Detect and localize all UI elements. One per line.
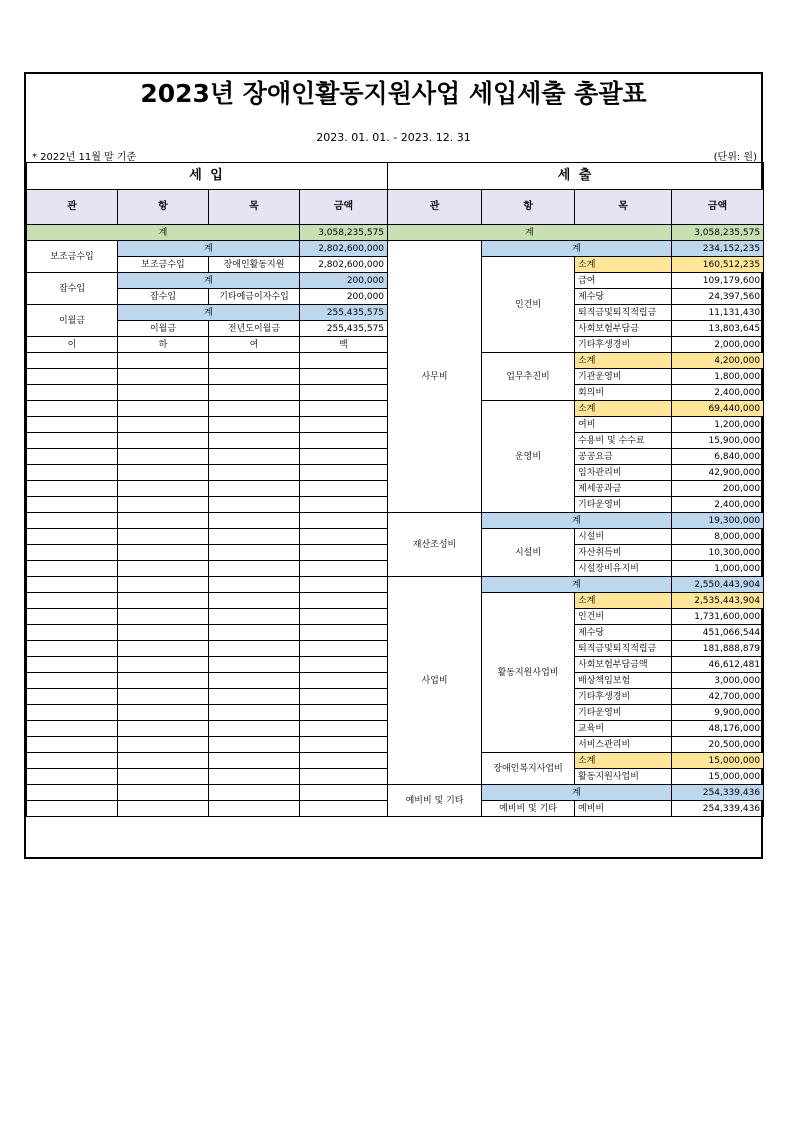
income-empty-cell: [300, 737, 388, 753]
expense-mok-cell: 소계: [575, 353, 672, 369]
expense-mok-cell: 회의비: [575, 385, 672, 401]
expense-gwan-cell: 사업비: [388, 577, 482, 785]
expense-amount-cell: 46,612,481: [672, 657, 764, 673]
income-col-amount: 금액: [300, 190, 388, 225]
income-empty-cell: [118, 737, 209, 753]
expense-hang-cell: 업무추진비: [482, 353, 575, 401]
income-empty-cell: [300, 721, 388, 737]
income-empty-cell: [27, 401, 118, 417]
income-empty-cell: [300, 577, 388, 593]
expense-mok-cell: 제수당: [575, 625, 672, 641]
income-empty-cell: [209, 657, 300, 673]
income-empty-cell: [209, 529, 300, 545]
income-empty-cell: [209, 785, 300, 801]
expense-amount-cell: 160,512,235: [672, 257, 764, 273]
income-empty-cell: [27, 497, 118, 513]
income-empty-cell: [300, 465, 388, 481]
income-empty-cell: [27, 705, 118, 721]
income-empty-cell: [118, 625, 209, 641]
income-empty-cell: [118, 385, 209, 401]
income-empty-cell: [209, 513, 300, 529]
income-empty-cell: [209, 401, 300, 417]
expense-mok-cell: 활동지원사업비: [575, 769, 672, 785]
income-hang-cell: 이월금: [118, 321, 209, 337]
expense-mok-cell: 사회보험부담금: [575, 321, 672, 337]
expense-mok-cell: 배상책임보험: [575, 673, 672, 689]
income-empty-cell: [118, 753, 209, 769]
income-empty-cell: [209, 689, 300, 705]
income-mok-cell: 기타예금이자수입: [209, 289, 300, 305]
income-empty-cell: [118, 593, 209, 609]
expense-amount-cell: 451,066,544: [672, 625, 764, 641]
income-empty-cell: [27, 417, 118, 433]
income-gwan-sum-amount: 2,802,600,000: [300, 241, 388, 257]
income-empty-cell: [27, 481, 118, 497]
expense-amount-cell: 15,000,000: [672, 753, 764, 769]
expense-amount-cell: 69,440,000: [672, 401, 764, 417]
expense-amount-cell: 42,900,000: [672, 465, 764, 481]
income-empty-cell: [27, 625, 118, 641]
income-filler-cell: 하: [118, 337, 209, 353]
expense-gwan-sum-label: 계: [482, 577, 672, 593]
income-empty-cell: [300, 753, 388, 769]
income-empty-cell: [300, 401, 388, 417]
expense-section-title: 세 출: [388, 163, 764, 190]
table-row: [27, 225, 764, 241]
income-empty-cell: [209, 545, 300, 561]
income-col-gwan: 관: [27, 190, 118, 225]
income-empty-cell: [118, 545, 209, 561]
income-empty-cell: [209, 465, 300, 481]
expense-amount-cell: 10,300,000: [672, 545, 764, 561]
income-empty-cell: [118, 577, 209, 593]
income-empty-cell: [118, 497, 209, 513]
expense-amount-cell: 4,200,000: [672, 353, 764, 369]
expense-amount-cell: 2,400,000: [672, 497, 764, 513]
income-empty-cell: [300, 769, 388, 785]
column-header-row: [27, 190, 764, 225]
income-empty-cell: [209, 577, 300, 593]
expense-mok-cell: 기관운영비: [575, 369, 672, 385]
expense-mok-cell: 여비: [575, 417, 672, 433]
expense-amount-cell: 1,800,000: [672, 369, 764, 385]
income-empty-cell: [27, 593, 118, 609]
income-empty-cell: [300, 657, 388, 673]
expense-mok-cell: 인건비: [575, 609, 672, 625]
income-empty-cell: [300, 561, 388, 577]
expense-mok-cell: 소계: [575, 753, 672, 769]
income-empty-cell: [209, 705, 300, 721]
income-empty-cell: [118, 609, 209, 625]
expense-mok-cell: 퇴직금및퇴직적립금: [575, 305, 672, 321]
expense-mok-cell: 임차관리비: [575, 465, 672, 481]
income-amount-cell: 2,802,600,000: [300, 257, 388, 273]
expense-mok-cell: 기타운영비: [575, 705, 672, 721]
income-gwan-sum-label: 계: [118, 241, 300, 257]
expense-mok-cell: 퇴직금및퇴직적립금: [575, 641, 672, 657]
expense-gwan-cell: 사무비: [388, 241, 482, 513]
expense-mok-cell: 시설비: [575, 529, 672, 545]
expense-hang-cell: 예비비 및 기타: [482, 801, 575, 817]
income-empty-cell: [300, 353, 388, 369]
expense-mok-cell: 급여: [575, 273, 672, 289]
income-empty-cell: [209, 353, 300, 369]
income-filler-cell: 백: [300, 337, 388, 353]
income-amount-cell: 200,000: [300, 289, 388, 305]
income-empty-cell: [27, 513, 118, 529]
expense-amount-cell: 42,700,000: [672, 689, 764, 705]
expense-amount-cell: 254,339,436: [672, 801, 764, 817]
income-empty-cell: [118, 353, 209, 369]
income-empty-cell: [209, 497, 300, 513]
expense-col-hang: 항: [482, 190, 575, 225]
expense-amount-cell: 15,900,000: [672, 433, 764, 449]
income-empty-cell: [27, 721, 118, 737]
income-empty-cell: [300, 785, 388, 801]
expense-amount-cell: 24,397,560: [672, 289, 764, 305]
income-empty-cell: [209, 385, 300, 401]
income-empty-cell: [27, 449, 118, 465]
expense-gwan-sum-label: 계: [482, 785, 672, 801]
expense-amount-cell: 200,000: [672, 481, 764, 497]
ledger-body: [27, 225, 764, 817]
income-empty-cell: [209, 769, 300, 785]
income-empty-cell: [27, 657, 118, 673]
income-empty-cell: [118, 769, 209, 785]
expense-gwan-cell: 예비비 및 기타: [388, 785, 482, 817]
expense-amount-cell: 9,900,000: [672, 705, 764, 721]
income-empty-cell: [27, 433, 118, 449]
income-empty-cell: [27, 385, 118, 401]
income-empty-cell: [27, 801, 118, 817]
income-empty-cell: [118, 801, 209, 817]
income-empty-cell: [209, 625, 300, 641]
expense-gwan-sum-amount: 2,550,443,904: [672, 577, 764, 593]
income-empty-cell: [118, 513, 209, 529]
income-mok-cell: 전년도이월금: [209, 321, 300, 337]
expense-gwan-sum-label: 계: [482, 513, 672, 529]
expense-amount-cell: 2,400,000: [672, 385, 764, 401]
income-empty-cell: [300, 625, 388, 641]
fiscal-period: 2023. 01. 01. - 2023. 12. 31: [316, 131, 471, 144]
expense-amount-cell: 48,176,000: [672, 721, 764, 737]
income-empty-cell: [300, 369, 388, 385]
income-empty-cell: [209, 737, 300, 753]
income-empty-cell: [118, 657, 209, 673]
income-amount-cell: 255,435,575: [300, 321, 388, 337]
income-empty-cell: [300, 449, 388, 465]
income-empty-cell: [300, 481, 388, 497]
income-empty-cell: [300, 545, 388, 561]
income-empty-cell: [118, 369, 209, 385]
expense-mok-cell: 기타운영비: [575, 497, 672, 513]
income-empty-cell: [209, 561, 300, 577]
expense-amount-cell: 20,500,000: [672, 737, 764, 753]
income-empty-cell: [300, 705, 388, 721]
income-empty-cell: [300, 641, 388, 657]
expense-mok-cell: 기타후생경비: [575, 337, 672, 353]
expense-col-mok: 목: [575, 190, 672, 225]
income-empty-cell: [118, 673, 209, 689]
table-row: [27, 513, 764, 529]
income-empty-cell: [209, 449, 300, 465]
income-empty-cell: [27, 769, 118, 785]
income-empty-cell: [300, 801, 388, 817]
income-empty-cell: [300, 417, 388, 433]
income-gwan-cell: 잡수입: [27, 273, 118, 305]
income-empty-cell: [300, 673, 388, 689]
expense-gwan-cell: 재산조성비: [388, 513, 482, 577]
income-gwan-sum-amount: 200,000: [300, 273, 388, 289]
income-section-title: 세 입: [27, 163, 388, 190]
expense-amount-cell: 3,000,000: [672, 673, 764, 689]
income-gwan-cell: 이월금: [27, 305, 118, 337]
income-empty-cell: [118, 481, 209, 497]
income-empty-cell: [27, 673, 118, 689]
income-empty-cell: [118, 721, 209, 737]
income-empty-cell: [27, 529, 118, 545]
basis-note: * 2022년 11월 말 기준: [32, 152, 137, 163]
income-col-mok: 목: [209, 190, 300, 225]
income-empty-cell: [300, 513, 388, 529]
expense-mok-cell: 기타후생경비: [575, 689, 672, 705]
expense-hang-cell: 활동지원사업비: [482, 593, 575, 753]
expense-amount-cell: 13,803,645: [672, 321, 764, 337]
expense-gwan-sum-amount: 254,339,436: [672, 785, 764, 801]
expense-amount-cell: 109,179,600: [672, 273, 764, 289]
income-col-hang: 항: [118, 190, 209, 225]
income-empty-cell: [300, 609, 388, 625]
income-mok-cell: 장애인활동지원: [209, 257, 300, 273]
income-gwan-sum-label: 계: [118, 305, 300, 321]
expense-mok-cell: 서비스관리비: [575, 737, 672, 753]
income-empty-cell: [118, 689, 209, 705]
income-empty-cell: [209, 721, 300, 737]
income-empty-cell: [27, 689, 118, 705]
expense-col-amount: 금액: [672, 190, 764, 225]
table-row: [27, 785, 764, 801]
expense-mok-cell: 소계: [575, 257, 672, 273]
income-filler-cell: 이: [27, 337, 118, 353]
expense-total-amount: 3,058,235,575: [672, 225, 764, 241]
income-empty-cell: [27, 753, 118, 769]
expense-hang-cell: 인건비: [482, 257, 575, 353]
income-gwan-cell: 보조금수입: [27, 241, 118, 273]
income-empty-cell: [27, 785, 118, 801]
income-empty-cell: [209, 673, 300, 689]
expense-mok-cell: 교육비: [575, 721, 672, 737]
expense-gwan-sum-amount: 19,300,000: [672, 513, 764, 529]
expense-gwan-sum-amount: 234,152,235: [672, 241, 764, 257]
expense-mok-cell: 제수당: [575, 289, 672, 305]
expense-amount-cell: 1,200,000: [672, 417, 764, 433]
income-empty-cell: [118, 401, 209, 417]
income-empty-cell: [209, 417, 300, 433]
income-empty-cell: [300, 433, 388, 449]
income-gwan-sum-amount: 255,435,575: [300, 305, 388, 321]
expense-amount-cell: 11,131,430: [672, 305, 764, 321]
expense-amount-cell: 1,731,600,000: [672, 609, 764, 625]
income-empty-cell: [209, 593, 300, 609]
income-hang-cell: 잡수입: [118, 289, 209, 305]
income-empty-cell: [118, 529, 209, 545]
income-empty-cell: [118, 449, 209, 465]
income-empty-cell: [27, 353, 118, 369]
income-empty-cell: [27, 641, 118, 657]
income-empty-cell: [209, 641, 300, 657]
expense-amount-cell: 1,000,000: [672, 561, 764, 577]
expense-gwan-sum-label: 계: [482, 241, 672, 257]
expense-amount-cell: 181,888,879: [672, 641, 764, 657]
expense-hang-cell: 시설비: [482, 529, 575, 577]
expense-amount-cell: 6,840,000: [672, 449, 764, 465]
income-empty-cell: [118, 465, 209, 481]
expense-col-gwan: 관: [388, 190, 482, 225]
income-empty-cell: [27, 369, 118, 385]
income-total-label: 계: [27, 225, 300, 241]
income-empty-cell: [118, 785, 209, 801]
expense-mok-cell: 제세공과금: [575, 481, 672, 497]
expense-mok-cell: 소계: [575, 593, 672, 609]
income-empty-cell: [300, 593, 388, 609]
income-empty-cell: [118, 705, 209, 721]
expense-mok-cell: 사회보험부담금액: [575, 657, 672, 673]
income-empty-cell: [118, 641, 209, 657]
expense-amount-cell: 15,000,000: [672, 769, 764, 785]
income-empty-cell: [27, 609, 118, 625]
income-gwan-sum-label: 계: [118, 273, 300, 289]
table-row: [27, 241, 764, 257]
income-empty-cell: [209, 753, 300, 769]
income-empty-cell: [27, 577, 118, 593]
expense-hang-cell: 운영비: [482, 401, 575, 513]
expense-mok-cell: 수용비 및 수수료: [575, 433, 672, 449]
expense-total-label: 계: [388, 225, 672, 241]
income-empty-cell: [27, 465, 118, 481]
income-empty-cell: [209, 369, 300, 385]
income-empty-cell: [118, 561, 209, 577]
income-total-amount: 3,058,235,575: [300, 225, 388, 241]
income-hang-cell: 보조금수입: [118, 257, 209, 273]
income-empty-cell: [300, 689, 388, 705]
income-empty-cell: [209, 481, 300, 497]
income-empty-cell: [209, 609, 300, 625]
income-filler-cell: 여: [209, 337, 300, 353]
income-empty-cell: [300, 385, 388, 401]
table-row: [27, 577, 764, 593]
expense-amount-cell: 2,535,443,904: [672, 593, 764, 609]
income-empty-cell: [300, 529, 388, 545]
expense-mok-cell: 소계: [575, 401, 672, 417]
page-title: 2023년 장애인활동지원사업 세입세출 총괄표: [140, 79, 647, 108]
expense-mok-cell: 예비비: [575, 801, 672, 817]
unit-note: (단위: 원): [713, 152, 757, 163]
expense-mok-cell: 자산취득비: [575, 545, 672, 561]
income-empty-cell: [300, 497, 388, 513]
income-empty-cell: [27, 545, 118, 561]
expense-mok-cell: 시설장비유지비: [575, 561, 672, 577]
expense-hang-cell: 장애인복지사업비: [482, 753, 575, 785]
income-empty-cell: [209, 433, 300, 449]
section-row: [27, 163, 764, 190]
expense-amount-cell: 2,000,000: [672, 337, 764, 353]
income-empty-cell: [118, 433, 209, 449]
income-empty-cell: [27, 561, 118, 577]
income-empty-cell: [118, 417, 209, 433]
ledger-table: [26, 162, 764, 817]
expense-amount-cell: 8,000,000: [672, 529, 764, 545]
expense-mok-cell: 공공요금: [575, 449, 672, 465]
income-empty-cell: [209, 801, 300, 817]
budget-sheet: [24, 72, 763, 859]
income-empty-cell: [27, 737, 118, 753]
